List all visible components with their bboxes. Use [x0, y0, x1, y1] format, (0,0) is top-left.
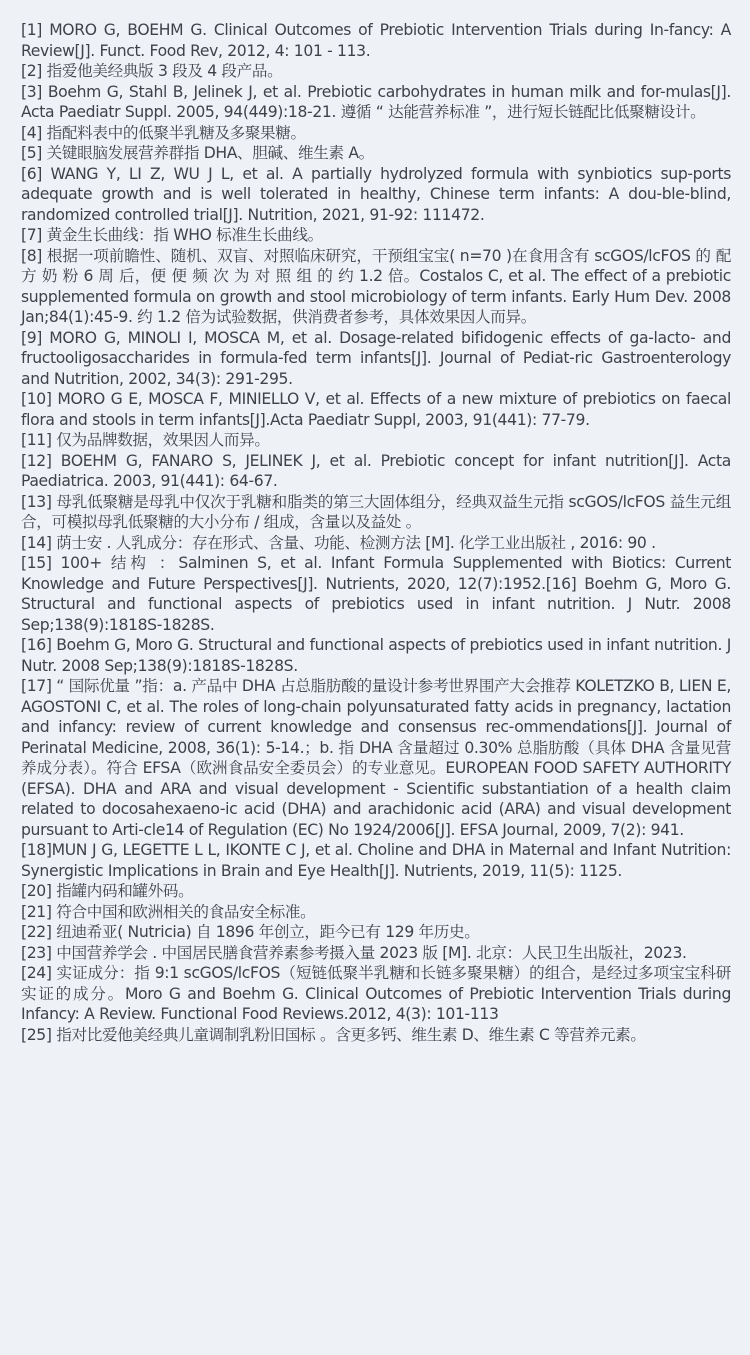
reference-item: [18]MUN J G, LEGETTE L L, IKONTE C J, et al. Choline and DHA in Maternal and Infant Nutrition: Synergistic Implications in Brain and Eye Health[J]. Nutrients, 2019, 11(5): 1125. — [21, 841, 731, 880]
reference-item: [20] 指罐内码和罐外码。 — [21, 882, 194, 900]
reference-item: [9] MORO G, MINOLI I, MOSCA M, et al. Dosage-related bifidogenic effects of ga-lacto- and fructooligosaccharides in formula-fed term infants[J]. Journal of Pediat-ric Gastroenterology and Nutrition, 2002, 34(3): 291-295. — [21, 328, 731, 388]
reference-item: [14] 荫士安 . 人乳成分：存在形式、含量、功能、检测方法 [M]. 化学工业出版社 , 2016: 90 . — [21, 533, 656, 552]
reference-item: [25] 指对比爱他美经典儿童调制乳粉旧国标 。含更多钙、维生素 D、维生素 C 等营养元素。 — [21, 1025, 646, 1044]
reference-item: [13] 母乳低聚糖是母乳中仅次于乳糖和脂类的第三大固体组分，经典双益生元指 scGOS/lcFOS 益生元组合，可模拟母乳低聚糖的大小分布 / 组成，含量以及益处 。 — [21, 492, 731, 531]
reference-item: [16] Boehm G, Moro G. Structural and functional aspects of prebiotics used in infant nutrition. J Nutr. 2008 Sep;138(9):1818S-1828S. — [21, 636, 731, 675]
reference-item: [12] BOEHM G, FANARO S, JELINEK J, et al. Prebiotic concept for infant nutrition[J]. Acta Paediatrica. 2003, 91(441): 64-67. — [21, 451, 731, 490]
reference-item: [5] 关键眼脑发展营养群指 DHA、胆碱、维生素 A。 — [21, 144, 374, 162]
reference-item: [17] “ 国际优量 ”指：a. 产品中 DHA 占总脂肪酸的量设计参考世界围产大会推荐 KOLETZKO B, LIEN E, AGOSTONI C, et al. The roles of long-chain polyunsaturated fatty acids in pregnancy, lactation and infancy: review of current knowledge and consensus rec-ommendations[J]. Journal of Perinatal Medicine, 2008, 36(1): 5-14.；b. 指 DHA 含量超过 0.30% 总脂肪酸（具体 DHA 含量见营养成分表）。符合 EFSA（欧洲食品安全委员会）的专业意见。EUROPEAN FOOD SAFETY AUTHORITY (EFSA). DHA and ARA and visual development - Scientific substantiation of a health claim related to docosahexaeno-ic acid (DHA) and arachidonic acid (ARA) and visual development pursuant to Arti-cle14 of Regulation (EC) No 1924/2006[J]. EFSA Journal, 2009, 7(2): 941. — [21, 677, 731, 839]
reference-item: [3] Boehm G, Stahl B, Jelinek J, et al. Prebiotic carbohydrates in human milk and for-mulas[J]. Acta Paediatr Suppl. 2005, 94(449):18-21. 遵循 “ 达能营养标准 ”，进行短长链配比低聚糖设计。 — [21, 82, 731, 121]
reference-item: [23] 中国营养学会 . 中国居民膳食营养素参考摄入量 2023 版 [M]. 北京：人民卫生出版社，2023. — [21, 943, 687, 962]
reference-item: [21] 符合中国和欧洲相关的食品安全标准。 — [21, 902, 316, 921]
reference-item: [11] 仅为品牌数据，效果因人而异。 — [21, 431, 270, 449]
reference-item: [22] 纽迪希亚( Nutricia) 自 1896 年创立，距今已有 129 年历史。 — [21, 923, 480, 941]
reference-item: [4] 指配料表中的低聚半乳糖及多聚果糖。 — [21, 123, 306, 142]
reference-item: [1] MORO G, BOEHM G. Clinical Outcomes of Prebiotic Intervention Trials during In-fancy: A Review[J]. Funct. Food Rev, 2012, 4: 101 - 113. — [21, 21, 731, 60]
reference-item: [8] 根据一项前瞻性、随机、双盲、对照临床研究，干预组宝宝( n=70 )在食用含有 scGOS/lcFOS 的 配 方 奶 粉 6 周 后，便 便 频 次 为 对 照 组 的 约 1.2 倍。Costalos C, et al. The effect of a prebiotic supplemented formula on growth and stool microbiology of term infants. Early Hum Dev. 2008 Jan;84(1):45-9. 约 1.2 倍为试验数据，供消费者参考，具体效果因人而异。 — [21, 246, 731, 326]
reference-list — [21, 20, 731, 1045]
reference-item: [15] 100+ 结构 ：Salminen S, et al. Infant Formula Supplemented with Biotics: Current Knowledge and Future Perspectives[J]. Nutrients, 2020, 12(7):1952.[16] Boehm G, Moro G. Structural and functional aspects of prebiotics used in infant nutrition. J Nutr. 2008 Sep;138(9):1818S-1828S. — [21, 554, 731, 634]
reference-item: [24] 实证成分：指 9:1 scGOS/lcFOS（短链低聚半乳糖和长链多聚果糖）的组合，是经过多项宝宝科研实证的成分。Moro G and Boehm G. Clinical Outcomes of Prebiotic Intervention Trials during Infancy: A Review. Functional Food Reviews.2012, 4(3): 101-113 — [21, 964, 731, 1023]
reference-item: [2] 指爱他美经典版 3 段及 4 段产品。 — [21, 62, 283, 80]
reference-item: [10] MORO G E, MOSCA F, MINIELLO V, et al. Effects of a new mixture of prebiotics on faecal flora and stools in term infants[J].Acta Paediatr Suppl, 2003, 91(441): 77-79. — [21, 390, 731, 429]
reference-item: [6] WANG Y, LI Z, WU J L, et al. A partially hydrolyzed formula with synbiotics sup-ports adequate growth and is well tolerated in healthy, Chinese term infants: A dou-ble-blind, randomized controlled trial[J]. Nutrition, 2021, 91-92: 111472. — [21, 164, 731, 224]
reference-item: [7] 黄金生长曲线：指 WHO 标准生长曲线。 — [21, 226, 323, 244]
